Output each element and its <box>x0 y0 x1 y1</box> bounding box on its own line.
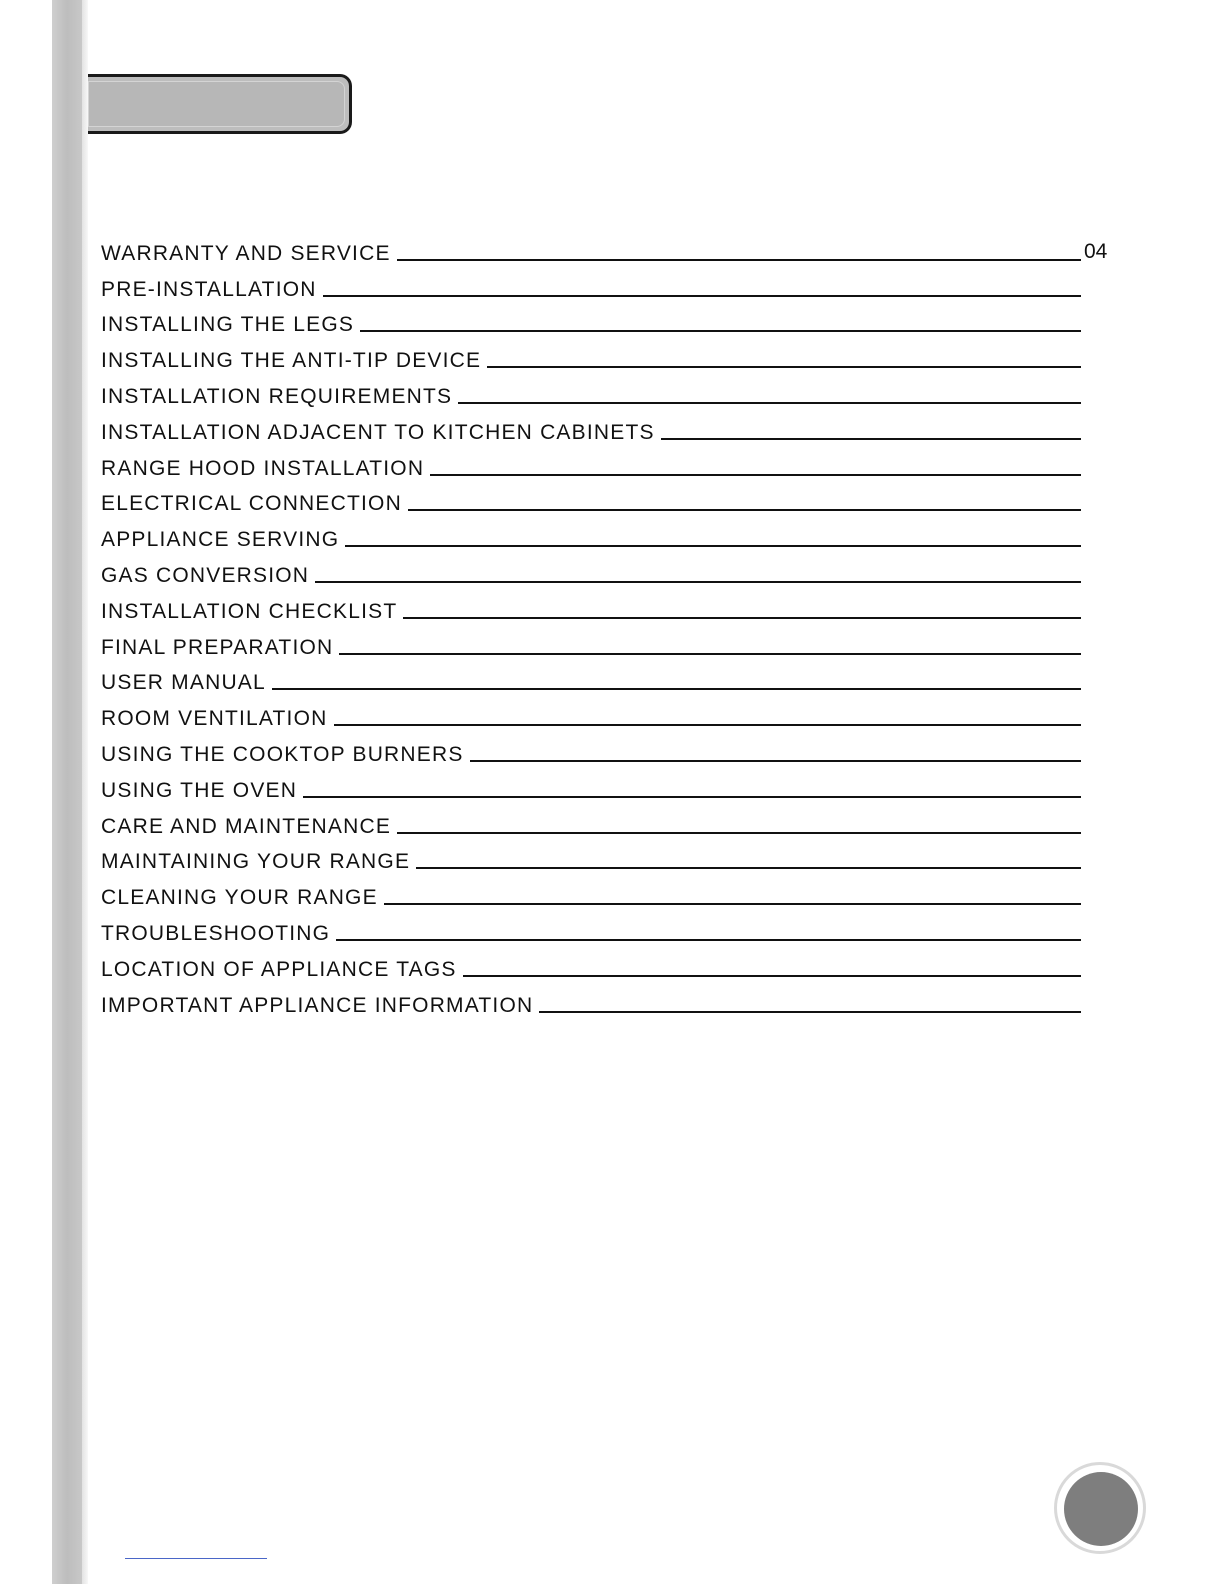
toc-entry-label: WARRANTY AND SERVICE <box>101 241 391 265</box>
toc-leader-line <box>463 975 1081 977</box>
toc-entry-label: USING THE OVEN <box>101 778 298 802</box>
toc-leader-line <box>470 760 1081 762</box>
toc-entry-installation-checklist[interactable] <box>101 588 1081 624</box>
toc-entry-user-manual[interactable] <box>101 660 1081 696</box>
toc-leader-line <box>397 832 1081 834</box>
toc-entry-label: INSTALLING THE LEGS <box>101 313 355 337</box>
toc-leader-line <box>336 939 1081 941</box>
toc-leader-line <box>430 474 1081 476</box>
toc-leader-line <box>334 724 1082 726</box>
footer-link-underline <box>125 1558 267 1559</box>
toc-leader-line <box>661 438 1081 440</box>
toc-entry-installing-the-legs[interactable] <box>101 302 1081 338</box>
toc-entry-appliance-serving[interactable] <box>101 516 1081 552</box>
toc-entry-label: CLEANING YOUR RANGE <box>101 886 378 910</box>
toc-leader-line <box>360 330 1081 332</box>
toc-entry-label: MAINTAINING YOUR RANGE <box>101 850 411 874</box>
toc-leader-line <box>408 509 1081 511</box>
toc-entry-label: INSTALLING THE ANTI-TIP DEVICE <box>101 349 482 373</box>
toc-entry-maintaining-your-range[interactable] <box>101 839 1081 875</box>
toc-leader-line <box>303 796 1081 798</box>
toc-entry-location-of-appliance-tags[interactable] <box>101 946 1081 982</box>
toc-entry-care-and-maintenance[interactable] <box>101 803 1081 839</box>
toc-entry-label: PRE-INSTALLATION <box>101 277 317 301</box>
toc-leader-line <box>487 366 1081 368</box>
toc-leader-line <box>345 545 1081 547</box>
toc-entry-final-preparation[interactable] <box>101 624 1081 660</box>
toc-entry-installation-adjacent-to-kitchen-cabinets[interactable] <box>101 409 1081 445</box>
toc-entry-troubleshooting[interactable] <box>101 910 1081 946</box>
toc-entry-label: INSTALLATION ADJACENT TO KITCHEN CABINETS <box>101 420 655 444</box>
toc-entry-using-the-oven[interactable] <box>101 767 1081 803</box>
toc-entry-label: APPLIANCE SERVING <box>101 528 340 552</box>
toc-entry-label: ELECTRICAL CONNECTION <box>101 492 402 516</box>
toc-entry-range-hood-installation[interactable] <box>101 445 1081 481</box>
toc-entry-warranty-and-service[interactable] <box>101 230 1081 266</box>
page-number-badge <box>1064 1472 1138 1546</box>
toc-entry-label: CARE AND MAINTENANCE <box>101 814 392 838</box>
toc-entry-room-ventilation[interactable] <box>101 695 1081 731</box>
section-header-tab-fill <box>88 81 345 127</box>
left-margin-bar <box>52 0 82 1584</box>
toc-leader-line <box>403 617 1081 619</box>
toc-entry-installation-requirements[interactable] <box>101 373 1081 409</box>
section-header-tab <box>88 74 352 134</box>
toc-entry-gas-conversion[interactable] <box>101 552 1081 588</box>
toc-entry-important-appliance-information[interactable] <box>101 982 1081 1018</box>
toc-leader-line <box>315 581 1081 583</box>
toc-entry-label: IMPORTANT APPLIANCE INFORMATION <box>101 993 534 1017</box>
toc-page-number: 04 <box>1084 240 1108 263</box>
toc-leader-line <box>416 867 1081 869</box>
toc-leader-line <box>384 903 1081 905</box>
toc-entry-label: GAS CONVERSION <box>101 563 310 587</box>
toc-entry-label: INSTALLATION CHECKLIST <box>101 599 398 623</box>
toc-entry-installing-the-anti-tip-device[interactable] <box>101 337 1081 373</box>
toc-entry-cleaning-your-range[interactable] <box>101 874 1081 910</box>
toc-leader-line <box>539 1011 1081 1013</box>
toc-leader-line <box>458 402 1081 404</box>
toc-entry-electrical-connection[interactable] <box>101 481 1081 517</box>
toc-entry-label: ROOM VENTILATION <box>101 707 328 731</box>
toc-entry-using-the-cooktop-burners[interactable] <box>101 731 1081 767</box>
left-margin-bar-highlight <box>82 0 88 1584</box>
toc-entry-label: USER MANUAL <box>101 671 266 695</box>
table-of-contents <box>101 230 1081 1018</box>
toc-entry-label: INSTALLATION REQUIREMENTS <box>101 384 453 408</box>
toc-entry-label: FINAL PREPARATION <box>101 635 334 659</box>
toc-leader-line <box>397 259 1081 261</box>
toc-leader-line <box>323 295 1081 297</box>
toc-leader-line <box>339 653 1081 655</box>
toc-entry-label: LOCATION OF APPLIANCE TAGS <box>101 957 457 981</box>
toc-entry-pre-installation[interactable] <box>101 266 1081 302</box>
toc-entry-label: TROUBLESHOOTING <box>101 921 331 945</box>
toc-leader-line <box>272 688 1081 690</box>
toc-entry-label: USING THE COOKTOP BURNERS <box>101 742 464 766</box>
toc-entry-label: RANGE HOOD INSTALLATION <box>101 456 425 480</box>
